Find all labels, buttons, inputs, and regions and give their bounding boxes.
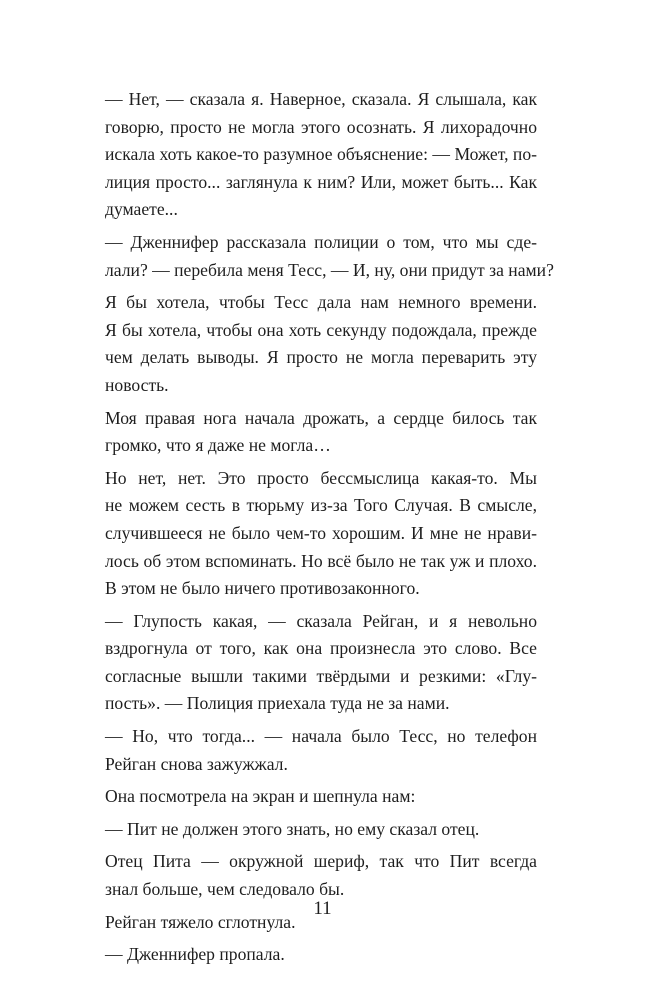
text-line: — Но, что тогда... — начала было Тесс, но телефон — [105, 726, 537, 747]
text-line: — Дженнифер пропала. — [105, 944, 285, 965]
text-line: Я бы хотела, чтобы она хоть секунду подождала, прежде — [105, 319, 537, 340]
paragraph — [105, 783, 537, 811]
text-line: искала хоть какое-то разумное объяснение: — Может, по- — [105, 144, 537, 165]
text-line: говорю, просто не могла этого осознать. Я лихорадочно — [105, 116, 537, 137]
paragraph — [105, 941, 537, 969]
text-line: новость. — [105, 374, 169, 395]
text-line: Отец Пита — окружной шериф, так что Пит всегда — [105, 851, 537, 872]
text-line: Моя правая нога начала дрожать, а сердце билось так — [105, 407, 537, 428]
paragraph — [105, 848, 537, 903]
text-line: лали? — перебила меня Тесс, — И, ну, они придут за нами? — [105, 259, 554, 280]
text-line: — Дженнифер рассказала полиции о том, что мы сде- — [105, 231, 537, 252]
text-line: чем делать выводы. Я просто не могла переварить эту — [105, 347, 537, 368]
text-line: лиция просто... заглянула к ним? Или, может быть... Как — [105, 171, 537, 192]
text-line: согласные вышли такими твёрдыми и резкими: «Глу- — [105, 665, 537, 686]
text-line: Я бы хотела, чтобы Тесс дала нам немного времени. — [105, 292, 537, 313]
paragraph — [105, 723, 537, 778]
paragraph — [105, 229, 554, 284]
text-line: Рейган тяжело сглотнула. — [105, 911, 296, 932]
text-line: думаете... — [105, 199, 178, 220]
text-line: случившееся не было чем-то хорошим. И мне не нрави- — [105, 522, 537, 543]
text-line: лось об этом вспоминать. Но всё было не так уж и плохо. — [105, 550, 537, 571]
text-line: Но нет, нет. Это просто бессмыслица какая-то. Мы — [105, 467, 537, 488]
text-line: — Пит не должен этого знать, но ему сказал отец. — [105, 818, 480, 839]
text-line: знал больше, чем следовало бы. — [105, 879, 345, 900]
text-line: — Глупость какая, — сказала Рейган, и я невольно — [105, 610, 537, 631]
page-number: 11 — [313, 898, 332, 919]
text-line: — Нет, — сказала я. Наверное, сказала. Я слышала, как — [105, 89, 537, 109]
paragraph — [105, 405, 537, 460]
text-line: громко, что я даже не могла… — [105, 435, 331, 456]
text-line: вздрогнула от того, как она произнесла это слово. Все — [105, 638, 537, 659]
paragraph — [105, 289, 537, 399]
paragraph — [105, 608, 537, 718]
text-line: Она посмотрела на экран и шепнула нам: — [105, 786, 416, 807]
text-line: В этом не было ничего противозаконного. — [105, 578, 420, 599]
paragraph — [105, 86, 537, 224]
text-line: не можем сесть в тюрьму из-за Того Случая. В смысле, — [105, 495, 537, 516]
text-line: Рейган снова зажужжал. — [105, 753, 288, 774]
text-line: пость». — Полиция приехала туда не за нами. — [105, 693, 450, 714]
page-body-text — [105, 86, 554, 974]
paragraph — [105, 816, 537, 844]
paragraph — [105, 465, 537, 603]
